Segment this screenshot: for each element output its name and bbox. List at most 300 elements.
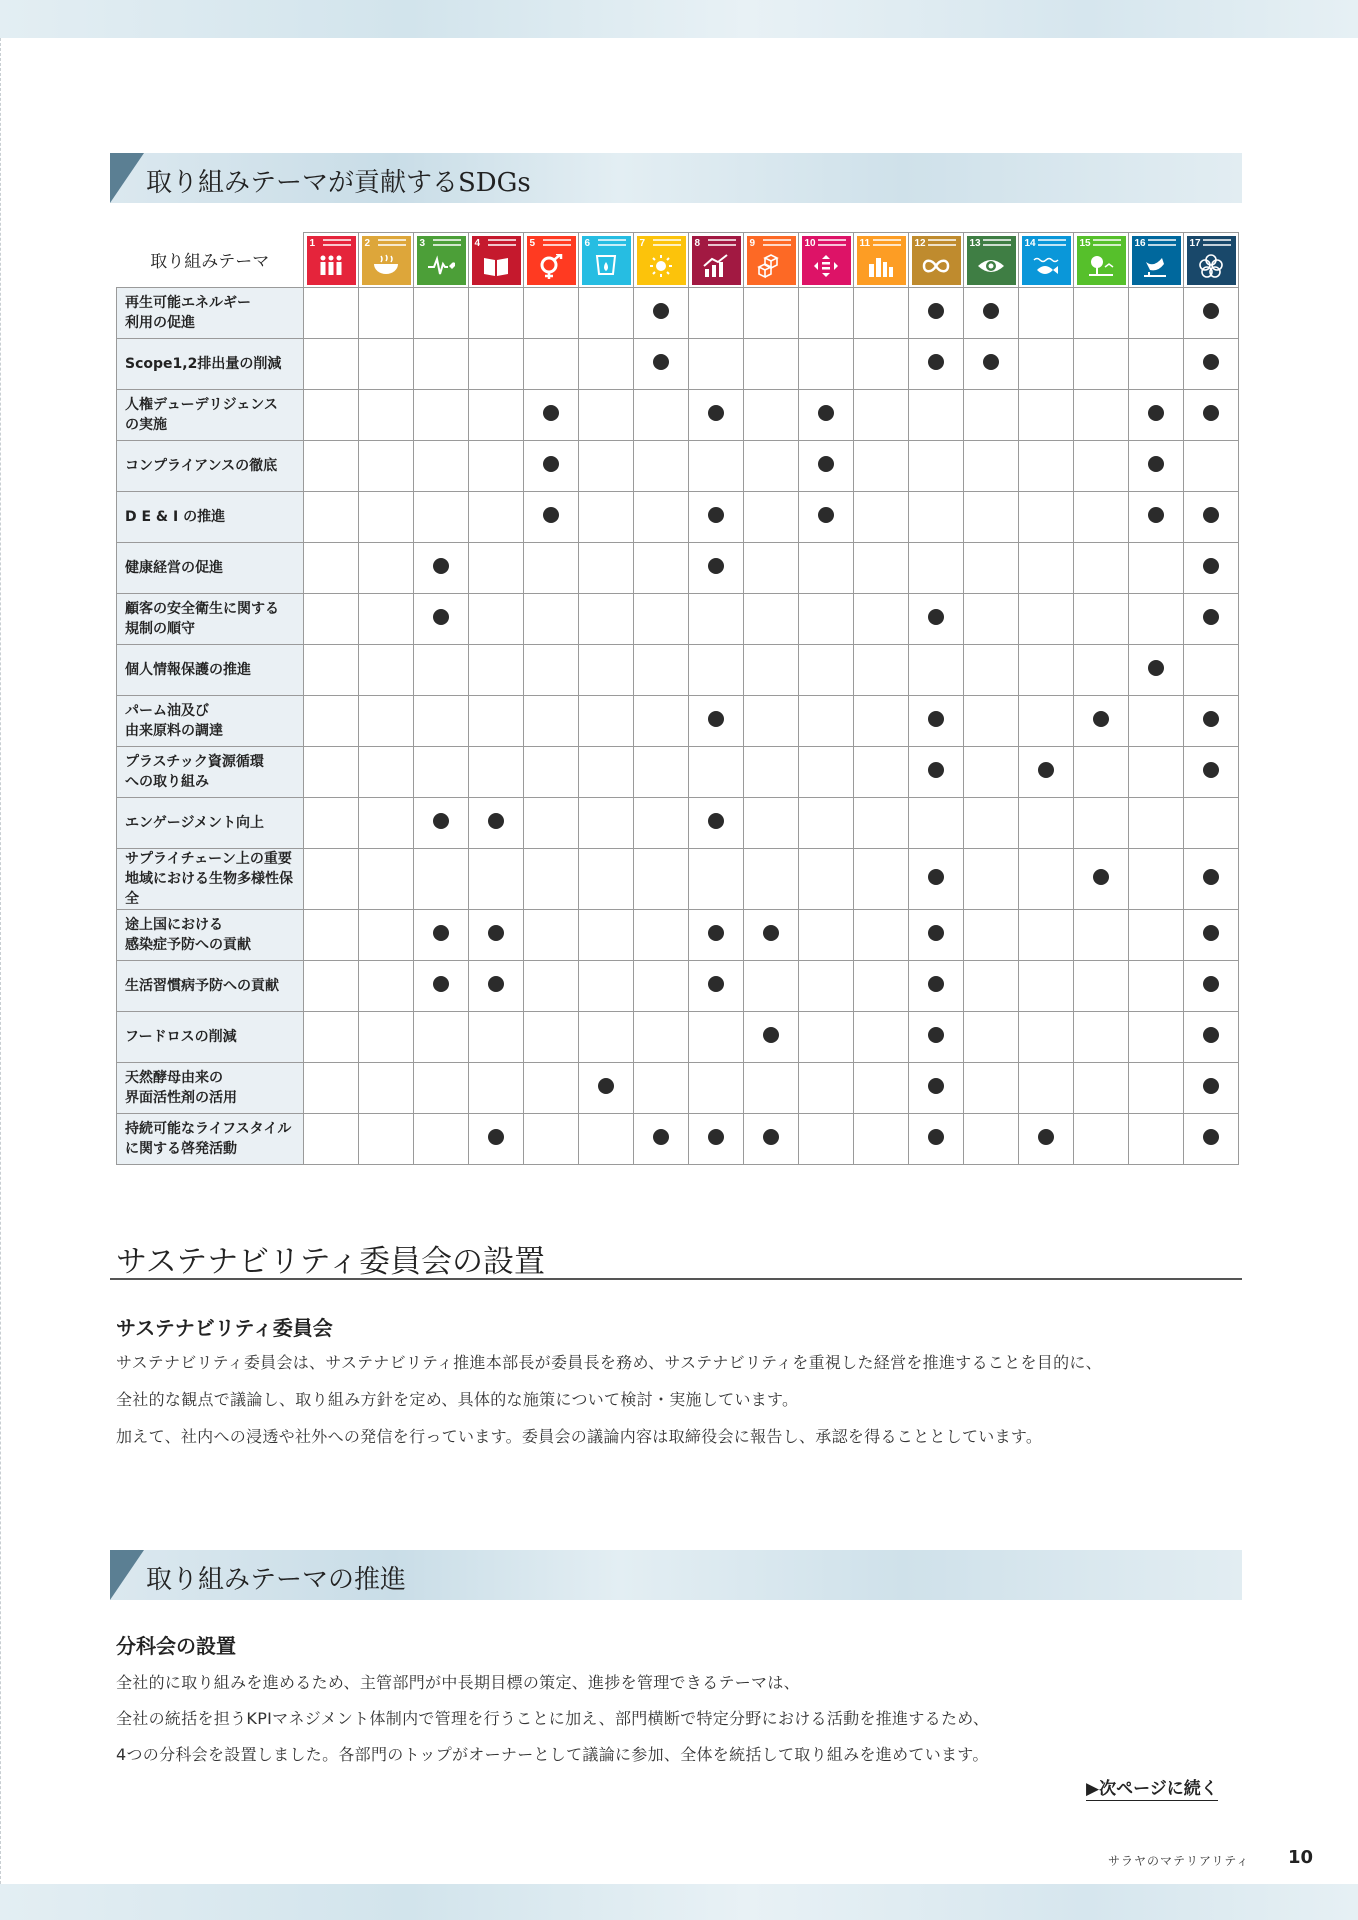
matrix-cell (524, 696, 579, 747)
contribution-dot (928, 925, 944, 941)
matrix-cell (414, 594, 469, 645)
matrix-cell (634, 645, 689, 696)
matrix-cell (524, 390, 579, 441)
matrix-cell (469, 849, 524, 910)
footer-section-label: サラヤのマテリアリティ (1108, 1854, 1250, 1868)
matrix-cell (1074, 594, 1129, 645)
matrix-cell (524, 441, 579, 492)
theme-name-line: 持続可能なライフスタイル (125, 1121, 292, 1137)
matrix-cell (1019, 1063, 1074, 1114)
eye-icon (977, 254, 1005, 279)
theme-name-line: に関する啓発活動 (125, 1141, 237, 1157)
matrix-cell (414, 543, 469, 594)
sdg-goal-header (579, 233, 634, 288)
matrix-cell (909, 696, 964, 747)
matrix-cell (304, 492, 359, 543)
matrix-cell (469, 288, 524, 339)
theme-name-cell (117, 961, 304, 1012)
matrix-cell (1019, 288, 1074, 339)
matrix-cell (854, 492, 909, 543)
matrix-cell (799, 390, 854, 441)
sdg-goal-header (854, 233, 909, 288)
matrix-cell (469, 645, 524, 696)
matrix-cell (579, 339, 634, 390)
matrix-cell (304, 1012, 359, 1063)
contribution-dot (1203, 976, 1219, 992)
theme-name-line: の実施 (125, 417, 167, 433)
matrix-cell (744, 798, 799, 849)
people-icon (317, 254, 345, 279)
sdg-goal-number: 4 (474, 237, 481, 249)
sdg-goal-11-city-icon (857, 236, 906, 285)
theme-name-cell (117, 696, 304, 747)
theme-name-line: 人権デューデリジェンス (125, 397, 278, 413)
matrix-cell (414, 339, 469, 390)
heartbeat-icon (427, 254, 455, 279)
matrix-cell (524, 1114, 579, 1165)
theme-name-line: 地域における生物多様性保全 (125, 871, 293, 907)
contribution-dot (708, 507, 724, 523)
sdg-goal-number: 11 (859, 237, 871, 249)
matrix-cell (909, 288, 964, 339)
contribution-dot (1093, 711, 1109, 727)
tree-icon (1087, 254, 1115, 279)
matrix-cell (469, 390, 524, 441)
theme-name-line: への取り組み (125, 774, 209, 790)
table-row (117, 645, 1239, 696)
matrix-cell (1019, 492, 1074, 543)
theme-name-cell (117, 747, 304, 798)
sdg-goal-number: 3 (419, 237, 426, 249)
table-row (117, 1114, 1239, 1165)
matrix-cell (854, 339, 909, 390)
matrix-cell (469, 1012, 524, 1063)
contribution-dot (708, 558, 724, 574)
theme-name-line: パーム油及び (125, 703, 209, 719)
matrix-cell (304, 543, 359, 594)
sdg-goal-header (1184, 233, 1239, 288)
theme-name-line: 顧客の安全衛生に関する (125, 601, 279, 617)
matrix-cell (909, 961, 964, 1012)
table-row (117, 747, 1239, 798)
contribution-dot (433, 976, 449, 992)
contribution-dot (1093, 869, 1109, 885)
matrix-cell (854, 594, 909, 645)
matrix-cell (1074, 1063, 1129, 1114)
matrix-cell (469, 492, 524, 543)
page-number: 10 (1288, 1847, 1314, 1868)
matrix-cell (359, 849, 414, 910)
contribution-dot (1148, 507, 1164, 523)
matrix-cell (1129, 961, 1184, 1012)
sdg-goal-header (689, 233, 744, 288)
matrix-cell (579, 543, 634, 594)
matrix-cell (524, 339, 579, 390)
table-row (117, 390, 1239, 441)
matrix-cell (1184, 1114, 1239, 1165)
sdg-goal-4-book-icon (472, 236, 521, 285)
matrix-cell (414, 1012, 469, 1063)
matrix-cell (689, 910, 744, 961)
matrix-cell (1019, 441, 1074, 492)
matrix-cell (854, 390, 909, 441)
matrix-cell (964, 390, 1019, 441)
committee-paragraph-line: サステナビリティ委員会は、サステナビリティ推進本部長が委員長を務め、サステナビリティを重視した経営を推進することを目的に、 (116, 1353, 1102, 1372)
matrix-cell (799, 441, 854, 492)
matrix-cell (1184, 339, 1239, 390)
matrix-cell (469, 798, 524, 849)
matrix-cell (964, 1012, 1019, 1063)
theme-name-cell (117, 441, 304, 492)
matrix-cell (799, 910, 854, 961)
sdg-goal-12-infinity-icon (912, 236, 961, 285)
theme-name-line: 途上国における (125, 917, 223, 933)
matrix-cell (1019, 798, 1074, 849)
sdg-goal-caption (818, 239, 846, 246)
contribution-dot (1148, 660, 1164, 676)
book-icon (482, 254, 510, 279)
contribution-dot (818, 456, 834, 472)
contribution-dot (1203, 507, 1219, 523)
contribution-dot (763, 925, 779, 941)
matrix-cell (1129, 492, 1184, 543)
matrix-cell (524, 910, 579, 961)
matrix-cell (854, 798, 909, 849)
matrix-cell (744, 849, 799, 910)
contribution-dot (488, 813, 504, 829)
matrix-cell (304, 961, 359, 1012)
contribution-dot (708, 976, 724, 992)
matrix-cell (909, 594, 964, 645)
matrix-cell (469, 747, 524, 798)
matrix-cell (964, 696, 1019, 747)
matrix-cell (1019, 1012, 1074, 1063)
matrix-cell (689, 390, 744, 441)
header-triangle-icon (110, 153, 144, 203)
matrix-cell (414, 288, 469, 339)
matrix-cell (414, 798, 469, 849)
contribution-dot (1203, 711, 1219, 727)
gender-icon (537, 254, 565, 279)
matrix-cell (1074, 645, 1129, 696)
sdg-goal-caption (433, 239, 461, 246)
matrix-cell (1019, 961, 1074, 1012)
matrix-cell (304, 1063, 359, 1114)
theme-name-cell (117, 288, 304, 339)
fish-icon (1032, 254, 1060, 279)
infinity-icon (922, 254, 950, 279)
matrix-cell (1129, 594, 1184, 645)
sdg-goal-caption (763, 239, 791, 246)
matrix-cell (909, 1063, 964, 1114)
matrix-cell (964, 1114, 1019, 1165)
matrix-cell (469, 543, 524, 594)
matrix-cell (579, 441, 634, 492)
matrix-cell (304, 910, 359, 961)
sdg-goal-number: 10 (804, 237, 816, 249)
matrix-cell (964, 339, 1019, 390)
matrix-cell (579, 1012, 634, 1063)
matrix-cell (1184, 961, 1239, 1012)
matrix-cell (359, 1012, 414, 1063)
contribution-dot (1203, 1027, 1219, 1043)
cubes-icon (757, 254, 785, 279)
matrix-cell (304, 645, 359, 696)
sdg-goal-caption (873, 239, 901, 246)
committee-paragraph-line: 加えて、社内への浸透や社外への発信を行っています。委員会の議論内容は取締役会に報告し、承認を得ることとしています。 (116, 1427, 1043, 1446)
matrix-cell (634, 696, 689, 747)
matrix-cell (689, 339, 744, 390)
contribution-dot (928, 869, 944, 885)
matrix-cell (1184, 849, 1239, 910)
matrix-cell (854, 441, 909, 492)
matrix-cell (634, 747, 689, 798)
theme-name-cell (117, 1114, 304, 1165)
matrix-cell (964, 747, 1019, 798)
sdg-goal-number: 5 (529, 237, 536, 249)
theme-name-line: エンゲージメント向上 (125, 815, 265, 831)
matrix-cell (744, 339, 799, 390)
contribution-dot (763, 1027, 779, 1043)
matrix-cell (524, 543, 579, 594)
table-row (117, 696, 1239, 747)
theme-name-line: 由来原料の調達 (125, 723, 223, 739)
matrix-cell (689, 1012, 744, 1063)
contribution-dot (1203, 1129, 1219, 1145)
matrix-cell (579, 390, 634, 441)
committee-subtitle: サステナビリティ委員会 (116, 1316, 333, 1340)
theme-column-header: 取り組みテーマ (117, 233, 304, 288)
matrix-cell (1074, 492, 1129, 543)
committee-paragraph-line: 全社的な観点で議論し、取り組み方針を定め、具体的な施策について検討・実施しています。 (116, 1390, 799, 1409)
matrix-cell (524, 492, 579, 543)
table-row (117, 441, 1239, 492)
header-triangle-icon (110, 1550, 144, 1600)
matrix-cell (1184, 747, 1239, 798)
next-page-link[interactable]: ▶次ページに続く (1086, 1774, 1218, 1801)
contribution-dot (1038, 762, 1054, 778)
matrix-cell (414, 1063, 469, 1114)
matrix-cell (799, 492, 854, 543)
contribution-dot (983, 303, 999, 319)
contribution-dot (928, 1027, 944, 1043)
table-row (117, 961, 1239, 1012)
sdg-goal-caption (653, 239, 681, 246)
sdg-goal-3-heartbeat-icon (417, 236, 466, 285)
promotion-section-header (110, 1550, 1242, 1600)
sdg-goal-5-gender-icon (527, 236, 576, 285)
sdg-goal-caption (983, 239, 1011, 246)
sdg-goal-2-bowl-icon (362, 236, 411, 285)
matrix-cell (304, 288, 359, 339)
matrix-cell (1074, 747, 1129, 798)
matrix-cell (744, 543, 799, 594)
theme-name-line: D E & I の推進 (125, 509, 226, 525)
contribution-dot (543, 405, 559, 421)
matrix-cell (744, 696, 799, 747)
matrix-cell (964, 594, 1019, 645)
matrix-cell (579, 594, 634, 645)
contribution-dot (1203, 354, 1219, 370)
matrix-cell (854, 910, 909, 961)
contribution-dot (1203, 1078, 1219, 1094)
contribution-dot (488, 925, 504, 941)
contribution-dot (1203, 869, 1219, 885)
contribution-dot (818, 507, 834, 523)
matrix-cell (304, 339, 359, 390)
theme-name-cell (117, 594, 304, 645)
contribution-dot (1203, 558, 1219, 574)
sdg-goal-caption (598, 239, 626, 246)
matrix-cell (469, 1063, 524, 1114)
matrix-cell (1074, 288, 1129, 339)
matrix-cell (744, 1012, 799, 1063)
matrix-cell (1019, 747, 1074, 798)
sdg-goal-caption (1038, 239, 1066, 246)
matrix-cell (634, 492, 689, 543)
contribution-dot (708, 711, 724, 727)
theme-name-line: 界面活性剤の活用 (125, 1090, 237, 1106)
matrix-cell (1184, 594, 1239, 645)
matrix-cell (1129, 1063, 1184, 1114)
matrix-cell (1019, 1114, 1074, 1165)
sdg-goal-17-flower-icon (1187, 236, 1236, 285)
matrix-cell (634, 849, 689, 910)
matrix-cell (1129, 696, 1184, 747)
matrix-cell (634, 339, 689, 390)
contribution-dot (1038, 1129, 1054, 1145)
matrix-cell (909, 339, 964, 390)
matrix-cell (359, 1114, 414, 1165)
bowl-icon (372, 254, 400, 279)
matrix-cell (1184, 910, 1239, 961)
table-row (117, 492, 1239, 543)
contribution-dot (653, 303, 669, 319)
matrix-cell (854, 961, 909, 1012)
matrix-cell (524, 594, 579, 645)
promotion-subtitle: 分科会の設置 (116, 1634, 236, 1658)
matrix-cell (689, 961, 744, 1012)
matrix-cell (579, 961, 634, 1012)
matrix-cell (799, 1063, 854, 1114)
matrix-cell (524, 961, 579, 1012)
sdg-goal-number: 2 (364, 237, 371, 249)
matrix-cell (1019, 594, 1074, 645)
matrix-cell (414, 492, 469, 543)
sdg-goal-14-fish-icon (1022, 236, 1071, 285)
contribution-dot (433, 925, 449, 941)
matrix-cell (1019, 910, 1074, 961)
promotion-paragraph-line: 全社の統括を担うKPIマネジメント体制内で管理を行うことに加え、部門横断で特定分野における活動を推進するため、 (116, 1709, 990, 1728)
matrix-cell (634, 1012, 689, 1063)
matrix-cell (744, 645, 799, 696)
matrix-cell (414, 1114, 469, 1165)
sdg-goal-10-equality-icon (802, 236, 851, 285)
sdg-goal-header (524, 233, 579, 288)
matrix-cell (909, 798, 964, 849)
matrix-cell (909, 849, 964, 910)
theme-name-line: コンプライアンスの徹底 (125, 458, 278, 474)
sdg-goal-header (304, 233, 359, 288)
matrix-cell (359, 441, 414, 492)
contribution-dot (433, 609, 449, 625)
theme-name-line: 利用の促進 (125, 315, 195, 331)
sdg-goal-9-cubes-icon (747, 236, 796, 285)
promotion-paragraph-line: 4つの分科会を設置しました。各部門のトップがオーナーとして議論に参加、全体を統括して取り組みを進めています。 (116, 1745, 989, 1764)
contribution-dot (598, 1078, 614, 1094)
matrix-cell (1184, 696, 1239, 747)
contribution-dot (928, 354, 944, 370)
sdg-goal-number: 9 (749, 237, 756, 249)
matrix-cell (579, 1063, 634, 1114)
theme-name-line: 天然酵母由来の (125, 1070, 223, 1086)
matrix-cell (964, 288, 1019, 339)
matrix-cell (304, 1114, 359, 1165)
theme-name-line: 規制の順守 (125, 621, 195, 637)
sdg-goal-number: 13 (969, 237, 981, 249)
matrix-cell (744, 1114, 799, 1165)
matrix-cell (909, 492, 964, 543)
dove-icon (1142, 254, 1170, 279)
matrix-cell (524, 288, 579, 339)
contribution-dot (1148, 456, 1164, 472)
matrix-cell (359, 594, 414, 645)
theme-name-line: フードロスの削減 (125, 1029, 237, 1045)
matrix-cell (634, 1114, 689, 1165)
contribution-dot (928, 711, 944, 727)
matrix-cell (469, 696, 524, 747)
matrix-cell (689, 1114, 744, 1165)
sdg-goal-number: 16 (1134, 237, 1146, 249)
matrix-cell (854, 1063, 909, 1114)
matrix-cell (359, 492, 414, 543)
matrix-cell (414, 910, 469, 961)
contribution-dot (543, 456, 559, 472)
sdg-goal-header (359, 233, 414, 288)
matrix-cell (689, 594, 744, 645)
table-row (117, 339, 1239, 390)
matrix-cell (854, 288, 909, 339)
matrix-cell (1184, 390, 1239, 441)
matrix-cell (634, 543, 689, 594)
matrix-cell (689, 645, 744, 696)
contribution-dot (928, 1129, 944, 1145)
contribution-dot (488, 976, 504, 992)
sdg-goal-caption (323, 239, 351, 246)
table-row (117, 594, 1239, 645)
matrix-cell (744, 910, 799, 961)
matrix-cell (799, 747, 854, 798)
theme-name-cell (117, 390, 304, 441)
matrix-cell (579, 747, 634, 798)
sdg-table-body (117, 288, 1239, 1165)
matrix-cell (359, 747, 414, 798)
matrix-cell (1184, 288, 1239, 339)
theme-name-line: サプライチェーン上の重要 (125, 851, 292, 867)
matrix-cell (799, 594, 854, 645)
matrix-cell (1074, 1012, 1129, 1063)
matrix-cell (304, 594, 359, 645)
sdg-section-title: 取り組みテーマが貢献するSDGs (146, 168, 531, 198)
theme-name-line: 健康経営の促進 (125, 560, 223, 576)
sdg-goal-number: 12 (914, 237, 926, 249)
matrix-cell (414, 390, 469, 441)
sdg-goal-1-people-icon (307, 236, 356, 285)
matrix-cell (1129, 849, 1184, 910)
sdg-goal-caption (708, 239, 736, 246)
matrix-cell (1074, 339, 1129, 390)
matrix-cell (579, 288, 634, 339)
